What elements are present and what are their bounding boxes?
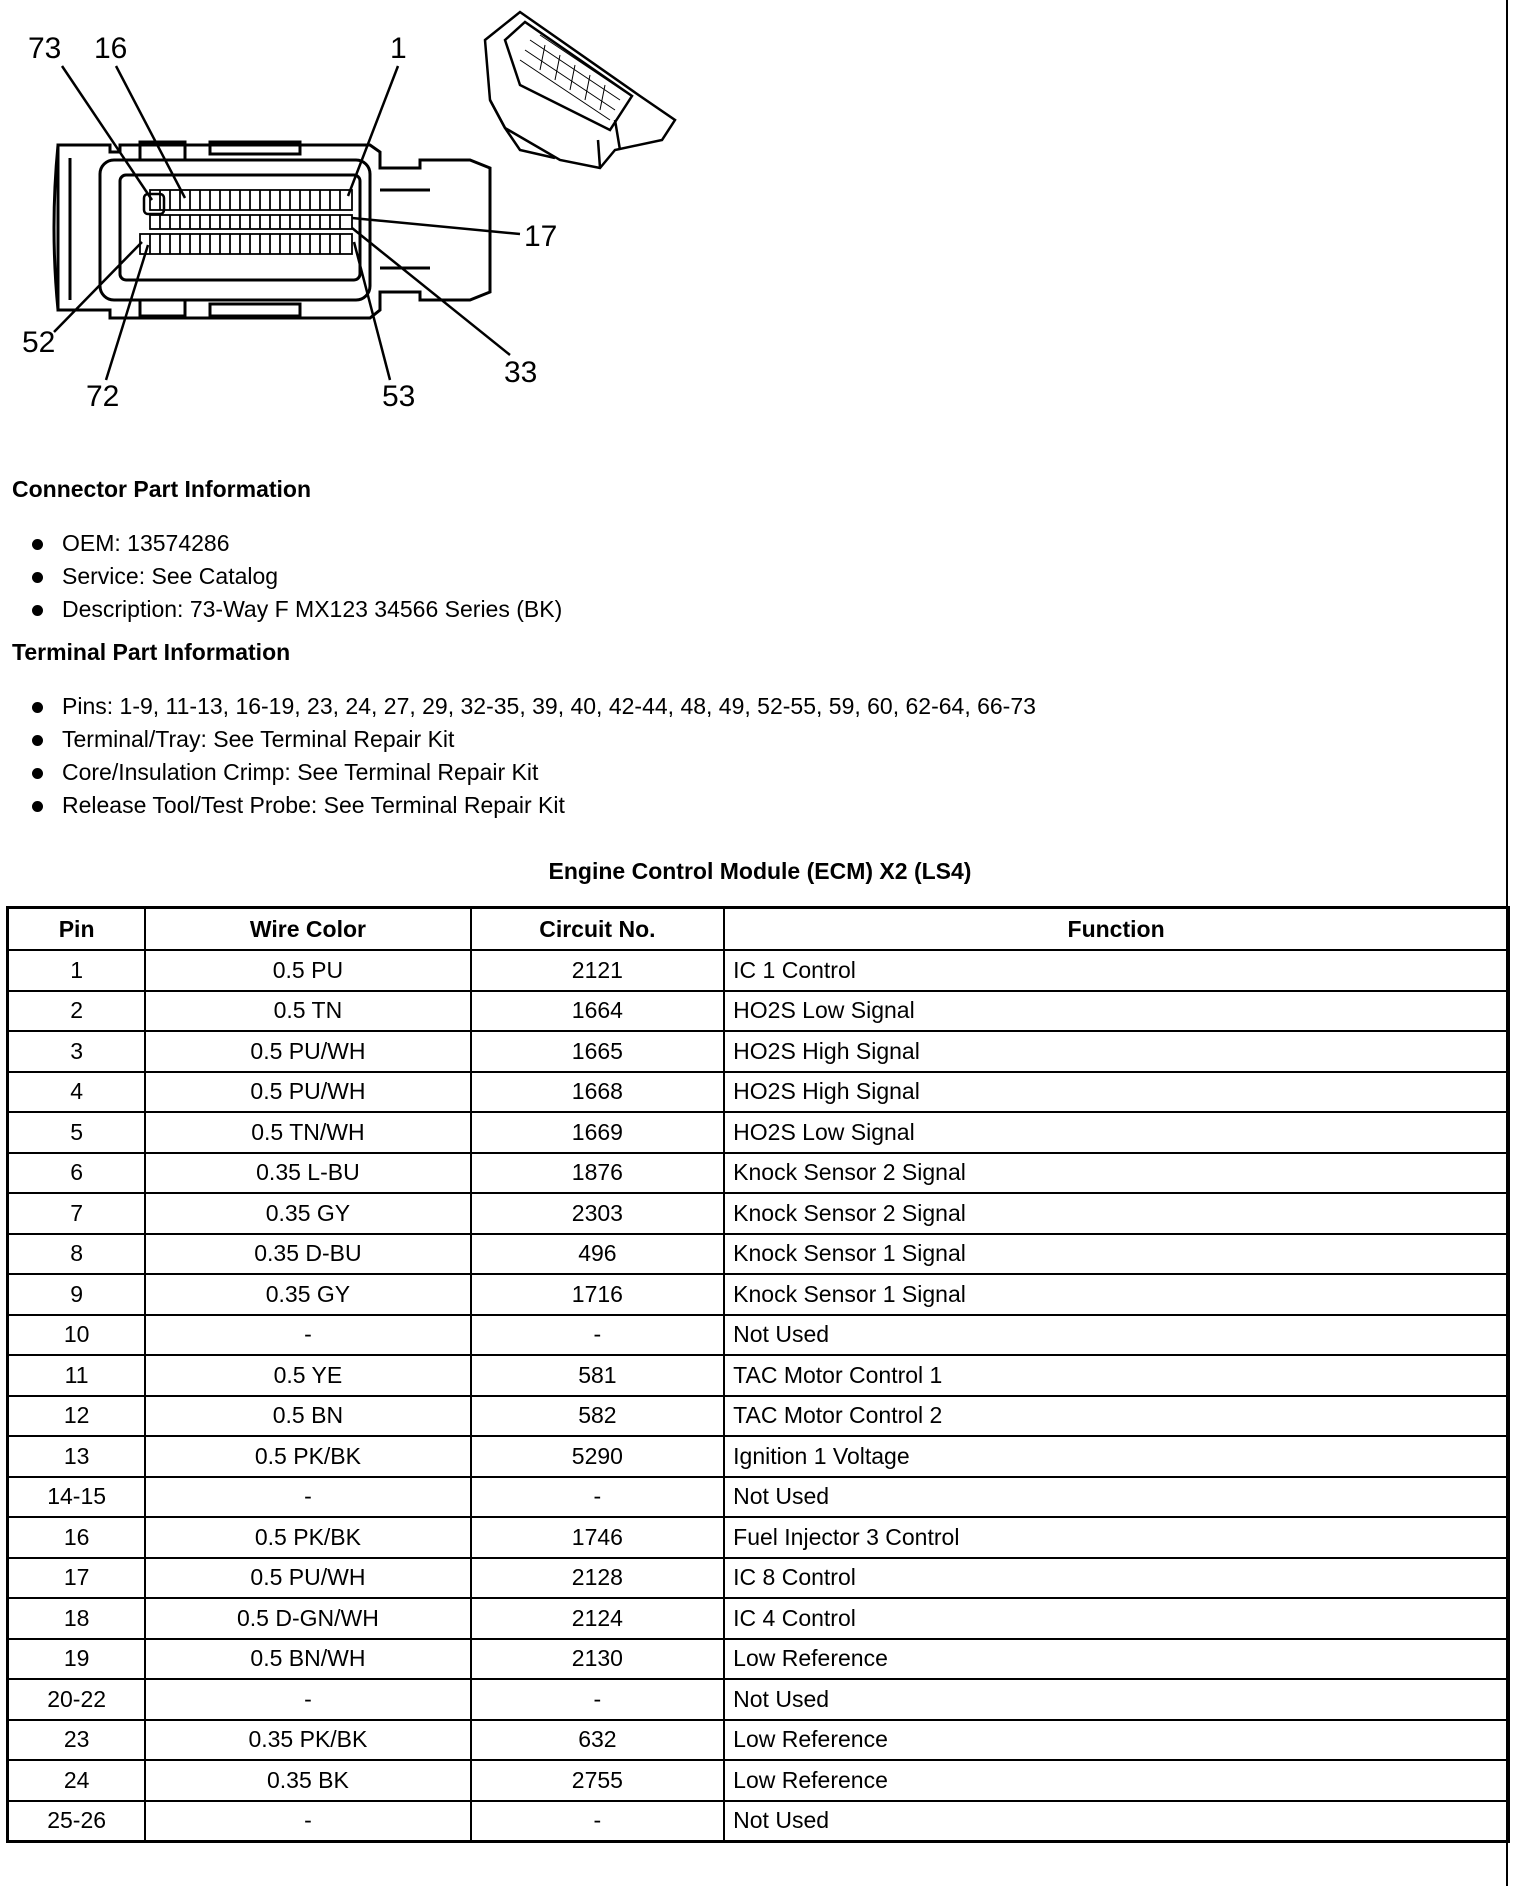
- cell-pin: 20-22: [8, 1679, 146, 1720]
- table-title: Engine Control Module (ECM) X2 (LS4): [548, 858, 972, 884]
- cell-function: HO2S High Signal: [724, 1031, 1508, 1072]
- cell-wire-color: 0.35 BK: [145, 1760, 470, 1801]
- cell-wire-color: -: [145, 1679, 470, 1720]
- pin-label-73: 73: [28, 32, 62, 65]
- cell-wire-color: 0.5 PU/WH: [145, 1072, 470, 1113]
- cell-circuit-no: 1669: [471, 1112, 725, 1153]
- table-row: [8, 1517, 1509, 1558]
- cell-pin: 16: [8, 1517, 146, 1558]
- header-circuit-no: Circuit No.: [471, 908, 725, 951]
- cell-wire-color: 0.5 PK/BK: [145, 1436, 470, 1477]
- cell-wire-color: -: [145, 1801, 470, 1842]
- cell-pin: 6: [8, 1153, 146, 1194]
- table-row: [8, 1720, 1509, 1761]
- list-item: Pins: 1-9, 11-13, 16-19, 23, 24, 27, 29, 32-35, 39, 40, 42-44, 48, 49, 52-55, 59, 60, 62-64, 66-73: [28, 690, 1036, 723]
- cell-pin: 3: [8, 1031, 146, 1072]
- cell-function: Not Used: [724, 1477, 1508, 1518]
- cell-function: Ignition 1 Voltage: [724, 1436, 1508, 1477]
- pin-label-53: 53: [382, 380, 416, 413]
- cell-function: Knock Sensor 1 Signal: [724, 1274, 1508, 1315]
- cell-function: Knock Sensor 2 Signal: [724, 1153, 1508, 1194]
- cell-wire-color: 0.5 PU/WH: [145, 1558, 470, 1599]
- pin-label-72: 72: [86, 380, 120, 413]
- cell-pin: 18: [8, 1598, 146, 1639]
- connector-diagram: [0, 0, 720, 440]
- cell-pin: 10: [8, 1315, 146, 1356]
- table-row: [8, 1679, 1509, 1720]
- cell-function: Not Used: [724, 1315, 1508, 1356]
- cell-wire-color: 0.5 PU/WH: [145, 1031, 470, 1072]
- cell-circuit-no: 2128: [471, 1558, 725, 1599]
- terminal-info-list: [28, 690, 1036, 822]
- cell-circuit-no: 2130: [471, 1639, 725, 1680]
- cell-wire-color: 0.5 D-GN/WH: [145, 1598, 470, 1639]
- list-item: Description: 73-Way F MX123 34566 Series (BK): [28, 593, 562, 626]
- table-body: [8, 950, 1509, 1842]
- cell-circuit-no: 496: [471, 1234, 725, 1275]
- cell-circuit-no: 1876: [471, 1153, 725, 1194]
- cell-function: TAC Motor Control 1: [724, 1355, 1508, 1396]
- list-item: Terminal/Tray: See Terminal Repair Kit: [28, 723, 1036, 756]
- connector-info-title: Connector Part Information: [12, 476, 312, 502]
- cell-pin: 12: [8, 1396, 146, 1437]
- cell-function: Low Reference: [724, 1720, 1508, 1761]
- cell-circuit-no: 1716: [471, 1274, 725, 1315]
- cell-function: Knock Sensor 1 Signal: [724, 1234, 1508, 1275]
- cell-pin: 5: [8, 1112, 146, 1153]
- cell-wire-color: 0.5 TN/WH: [145, 1112, 470, 1153]
- table-row: [8, 1436, 1509, 1477]
- cell-wire-color: 0.35 GY: [145, 1193, 470, 1234]
- cell-circuit-no: 2755: [471, 1760, 725, 1801]
- cell-function: HO2S Low Signal: [724, 991, 1508, 1032]
- cell-function: Low Reference: [724, 1760, 1508, 1801]
- header-wire-color: Wire Color: [145, 908, 470, 951]
- cell-pin: 17: [8, 1558, 146, 1599]
- list-item: Service: See Catalog: [28, 560, 562, 593]
- cell-circuit-no: 5290: [471, 1436, 725, 1477]
- table-row: [8, 1760, 1509, 1801]
- table-row: [8, 950, 1509, 991]
- cell-pin: 23: [8, 1720, 146, 1761]
- header-pin: Pin: [8, 908, 146, 951]
- table-row: [8, 1598, 1509, 1639]
- cell-circuit-no: -: [471, 1477, 725, 1518]
- cell-circuit-no: 2303: [471, 1193, 725, 1234]
- connector-info-list: [28, 527, 562, 626]
- cell-pin: 19: [8, 1639, 146, 1680]
- list-item: Core/Insulation Crimp: See Terminal Repair Kit: [28, 756, 1036, 789]
- table-row: [8, 1396, 1509, 1437]
- cell-function: IC 4 Control: [724, 1598, 1508, 1639]
- cell-function: TAC Motor Control 2: [724, 1396, 1508, 1437]
- cell-pin: 11: [8, 1355, 146, 1396]
- cell-function: Low Reference: [724, 1639, 1508, 1680]
- cell-function: HO2S Low Signal: [724, 1112, 1508, 1153]
- table-row: [8, 1558, 1509, 1599]
- cell-wire-color: 0.5 BN: [145, 1396, 470, 1437]
- header-function: Function: [724, 908, 1508, 951]
- cell-pin: 24: [8, 1760, 146, 1801]
- list-item: OEM: 13574286: [28, 527, 562, 560]
- table-row: [8, 1315, 1509, 1356]
- cell-function: Not Used: [724, 1679, 1508, 1720]
- pin-label-17: 17: [524, 220, 558, 253]
- cell-pin: 25-26: [8, 1801, 146, 1842]
- cell-circuit-no: 1668: [471, 1072, 725, 1113]
- cell-pin: 1: [8, 950, 146, 991]
- cell-pin: 14-15: [8, 1477, 146, 1518]
- cell-circuit-no: 632: [471, 1720, 725, 1761]
- cell-circuit-no: 1746: [471, 1517, 725, 1558]
- cell-wire-color: 0.35 PK/BK: [145, 1720, 470, 1761]
- connector-drawing: [0, 0, 720, 440]
- cell-wire-color: 0.5 PK/BK: [145, 1517, 470, 1558]
- cell-wire-color: -: [145, 1477, 470, 1518]
- cell-pin: 2: [8, 991, 146, 1032]
- table-row: [8, 1355, 1509, 1396]
- cell-function: Knock Sensor 2 Signal: [724, 1193, 1508, 1234]
- table-row: [8, 1639, 1509, 1680]
- cell-wire-color: 0.35 L-BU: [145, 1153, 470, 1194]
- cell-circuit-no: -: [471, 1679, 725, 1720]
- table-row: [8, 1153, 1509, 1194]
- cell-circuit-no: -: [471, 1801, 725, 1842]
- cell-circuit-no: 2121: [471, 950, 725, 991]
- cell-wire-color: 0.35 D-BU: [145, 1234, 470, 1275]
- table-row: [8, 1193, 1509, 1234]
- cell-wire-color: 0.5 BN/WH: [145, 1639, 470, 1680]
- cell-wire-color: 0.5 PU: [145, 950, 470, 991]
- table-row: [8, 1477, 1509, 1518]
- pin-label-1: 1: [390, 32, 407, 65]
- cell-circuit-no: 1665: [471, 1031, 725, 1072]
- cell-pin: 9: [8, 1274, 146, 1315]
- list-item: Release Tool/Test Probe: See Terminal Repair Kit: [28, 789, 1036, 822]
- table-row: [8, 1234, 1509, 1275]
- cell-pin: 7: [8, 1193, 146, 1234]
- pin-label-52: 52: [22, 326, 56, 359]
- pin-label-33: 33: [504, 356, 538, 389]
- cell-function: IC 8 Control: [724, 1558, 1508, 1599]
- cell-circuit-no: 582: [471, 1396, 725, 1437]
- table-row: [8, 1112, 1509, 1153]
- cell-pin: 4: [8, 1072, 146, 1113]
- table-row: [8, 1031, 1509, 1072]
- pin-label-16: 16: [94, 32, 128, 65]
- pinout-table: [6, 906, 1510, 1843]
- cell-function: IC 1 Control: [724, 950, 1508, 991]
- cell-circuit-no: -: [471, 1315, 725, 1356]
- cell-circuit-no: 2124: [471, 1598, 725, 1639]
- cell-wire-color: 0.35 GY: [145, 1274, 470, 1315]
- cell-wire-color: 0.5 YE: [145, 1355, 470, 1396]
- cell-circuit-no: 1664: [471, 991, 725, 1032]
- terminal-info-title: Terminal Part Information: [12, 639, 291, 665]
- cell-wire-color: 0.5 TN: [145, 991, 470, 1032]
- table-row: [8, 991, 1509, 1032]
- cell-wire-color: -: [145, 1315, 470, 1356]
- cell-pin: 8: [8, 1234, 146, 1275]
- table-row: [8, 1072, 1509, 1113]
- table-row: [8, 1274, 1509, 1315]
- table-header-row: [8, 908, 1509, 951]
- cell-function: Not Used: [724, 1801, 1508, 1842]
- cell-function: HO2S High Signal: [724, 1072, 1508, 1113]
- table-row: [8, 1801, 1509, 1842]
- cell-circuit-no: 581: [471, 1355, 725, 1396]
- cell-function: Fuel Injector 3 Control: [724, 1517, 1508, 1558]
- cell-pin: 13: [8, 1436, 146, 1477]
